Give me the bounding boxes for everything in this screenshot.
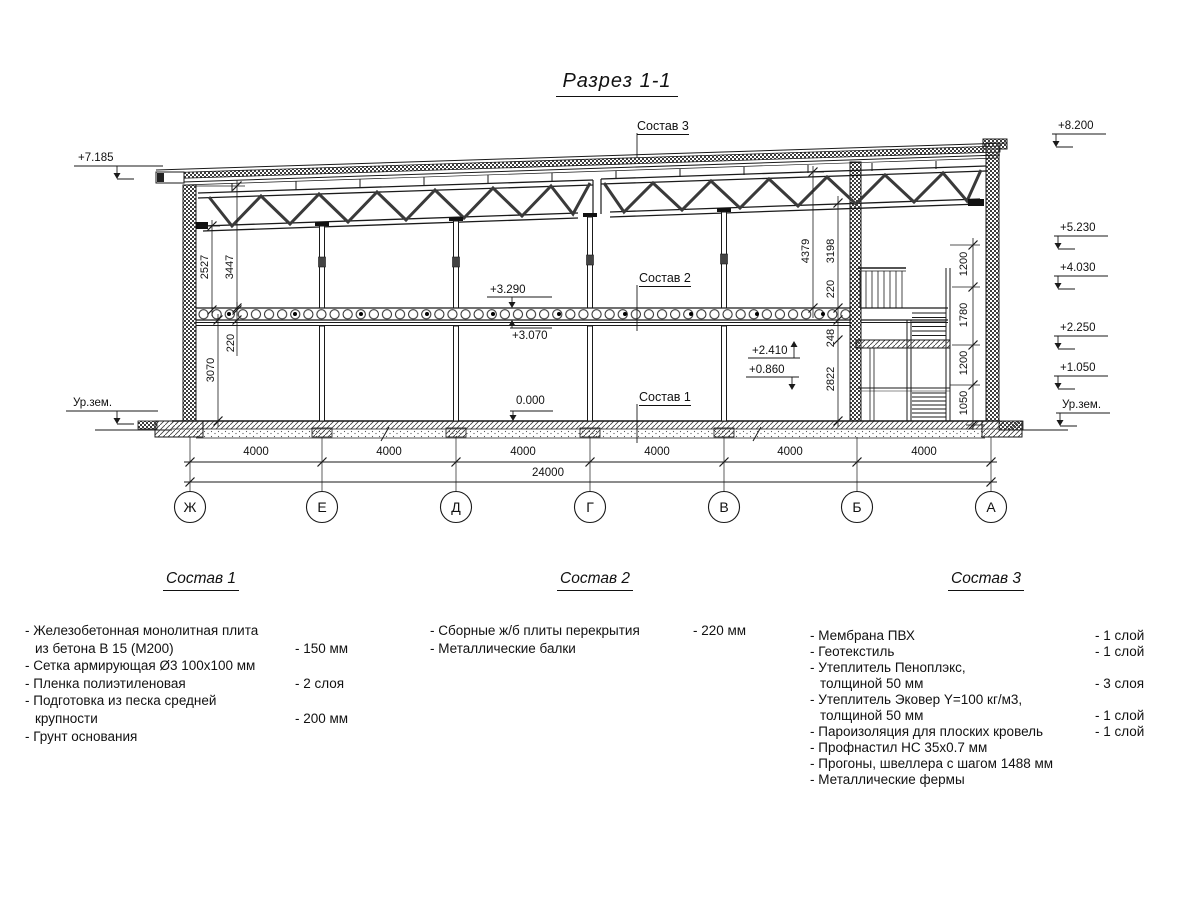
steel-truss-right xyxy=(601,166,986,217)
legend-3-row: - Мембрана ПВХ - 1 слой xyxy=(810,628,1145,643)
callout-sostav-1: Состав 1 xyxy=(639,390,691,404)
ground-level-left: Ур.зем. xyxy=(73,397,113,409)
axis-bubble-e: Е xyxy=(317,499,327,515)
elevation-right-3: +2.250 xyxy=(1060,322,1096,334)
dim-stair-1200b: 1200 xyxy=(958,350,970,376)
dim-bay-5: 4000 xyxy=(777,446,803,458)
elevation-right-2: +4.030 xyxy=(1060,262,1096,274)
dim-stair-1050: 1050 xyxy=(958,390,970,416)
dim-total-24000: 24000 xyxy=(532,467,564,479)
legend-3-row: - Геотекстиль - 1 слой xyxy=(810,644,1145,659)
elevation-floor: 0.000 xyxy=(516,395,545,407)
elevation-right-1: +5.230 xyxy=(1060,222,1096,234)
dim-bay-1: 4000 xyxy=(243,446,269,458)
legend-3-row: - Прогоны, швеллера с шагом 1488 мм xyxy=(810,756,1054,771)
steel-truss-left xyxy=(196,180,593,231)
axis-bubble-g: Г xyxy=(586,499,594,515)
dim-bay-6: 4000 xyxy=(911,446,937,458)
legend-3-row: - Профнастил НС 35х0.7 мм xyxy=(810,740,988,755)
axis-bubble-v: В xyxy=(719,499,729,515)
legend-1-row: - Сетка армирующая Ø3 100х100 мм xyxy=(25,658,256,674)
axis-bubble-zh: Ж xyxy=(183,499,197,515)
axis-bubble-a: А xyxy=(986,499,996,515)
callout-sostav-2: Состав 2 xyxy=(639,271,691,285)
callout-sostav-3: Состав 3 xyxy=(637,119,689,133)
legend-1-row: - Грунт основания xyxy=(25,728,138,744)
walls xyxy=(183,139,1007,421)
legend-3-row: толщиной 50 мм - 3 слоя xyxy=(820,676,1145,691)
dim-stair-1780: 1780 xyxy=(958,302,970,328)
dim-3070: 3070 xyxy=(205,357,217,383)
elevation-left-top: +7.185 xyxy=(78,152,114,164)
dim-2527: 2527 xyxy=(199,254,211,280)
legend-3-title: Состав 3 xyxy=(810,570,1162,591)
axis-bubble-d: Д xyxy=(451,499,461,515)
drawing-title: Разрез 1-1 xyxy=(497,70,737,97)
legend-1-row: крупности - 200 мм xyxy=(35,710,349,726)
dim-stair-1200a: 1200 xyxy=(958,251,970,277)
elevation-right-4: +1.050 xyxy=(1060,362,1096,374)
ground-floor xyxy=(95,421,1068,441)
staircase xyxy=(856,268,950,421)
legend-2-row: - Сборные ж/б плиты перекрытия - 220 мм xyxy=(430,623,747,638)
dim-2822: 2822 xyxy=(825,366,837,392)
elevation-stair-upper: +2.410 xyxy=(752,345,788,357)
dim-248: 248 xyxy=(825,328,837,348)
legend-1-title: Состав 1 xyxy=(25,570,377,591)
legend-2-row: - Металлические балки xyxy=(430,640,576,656)
legend-1-row: из бетона В 15 (М200) - 150 мм xyxy=(35,640,349,656)
axis-bubble-b: Б xyxy=(852,499,862,515)
legend-3-row: - Пароизоляция для плоских кровель - 1 слой xyxy=(810,724,1145,739)
elevation-right-0: +8.200 xyxy=(1058,120,1094,132)
legend-3-row: - Металлические фермы xyxy=(810,772,965,787)
dim-bay-4: 4000 xyxy=(644,446,670,458)
ground-level-right: Ур.зем. xyxy=(1062,399,1102,411)
legend-sostav-3 xyxy=(810,570,1162,788)
dim-220-left: 220 xyxy=(225,333,237,353)
dim-220-right: 220 xyxy=(825,279,837,299)
dim-4379: 4379 xyxy=(800,238,812,264)
elevation-slab-bottom: +3.070 xyxy=(512,330,548,342)
elevation-slab-top: +3.290 xyxy=(490,284,526,296)
elevation-stair-lower: +0.860 xyxy=(749,364,785,376)
legend-3-row: толщиной 50 мм - 1 слой xyxy=(820,708,1145,723)
dim-bay-3: 4000 xyxy=(510,446,536,458)
dim-bay-2: 4000 xyxy=(376,446,402,458)
legend-sostav-2 xyxy=(430,570,760,657)
legend-3-row: - Утеплитель Пеноплэкс, xyxy=(810,660,966,675)
dim-3447: 3447 xyxy=(224,254,236,280)
legend-3-row: - Утеплитель Эковер Y=100 кг/м3, xyxy=(810,692,1023,707)
dim-3198: 3198 xyxy=(825,238,837,264)
legend-1-row: - Пленка полиэтиленовая - 2 слоя xyxy=(25,675,345,691)
legend-sostav-1 xyxy=(25,570,377,745)
legend-1-row: - Железобетонная монолитная плита xyxy=(25,623,259,638)
roof-assembly xyxy=(156,143,1006,185)
legend-2-title: Состав 2 xyxy=(430,570,760,591)
legend-1-row: - Подготовка из песка средней xyxy=(25,693,217,709)
